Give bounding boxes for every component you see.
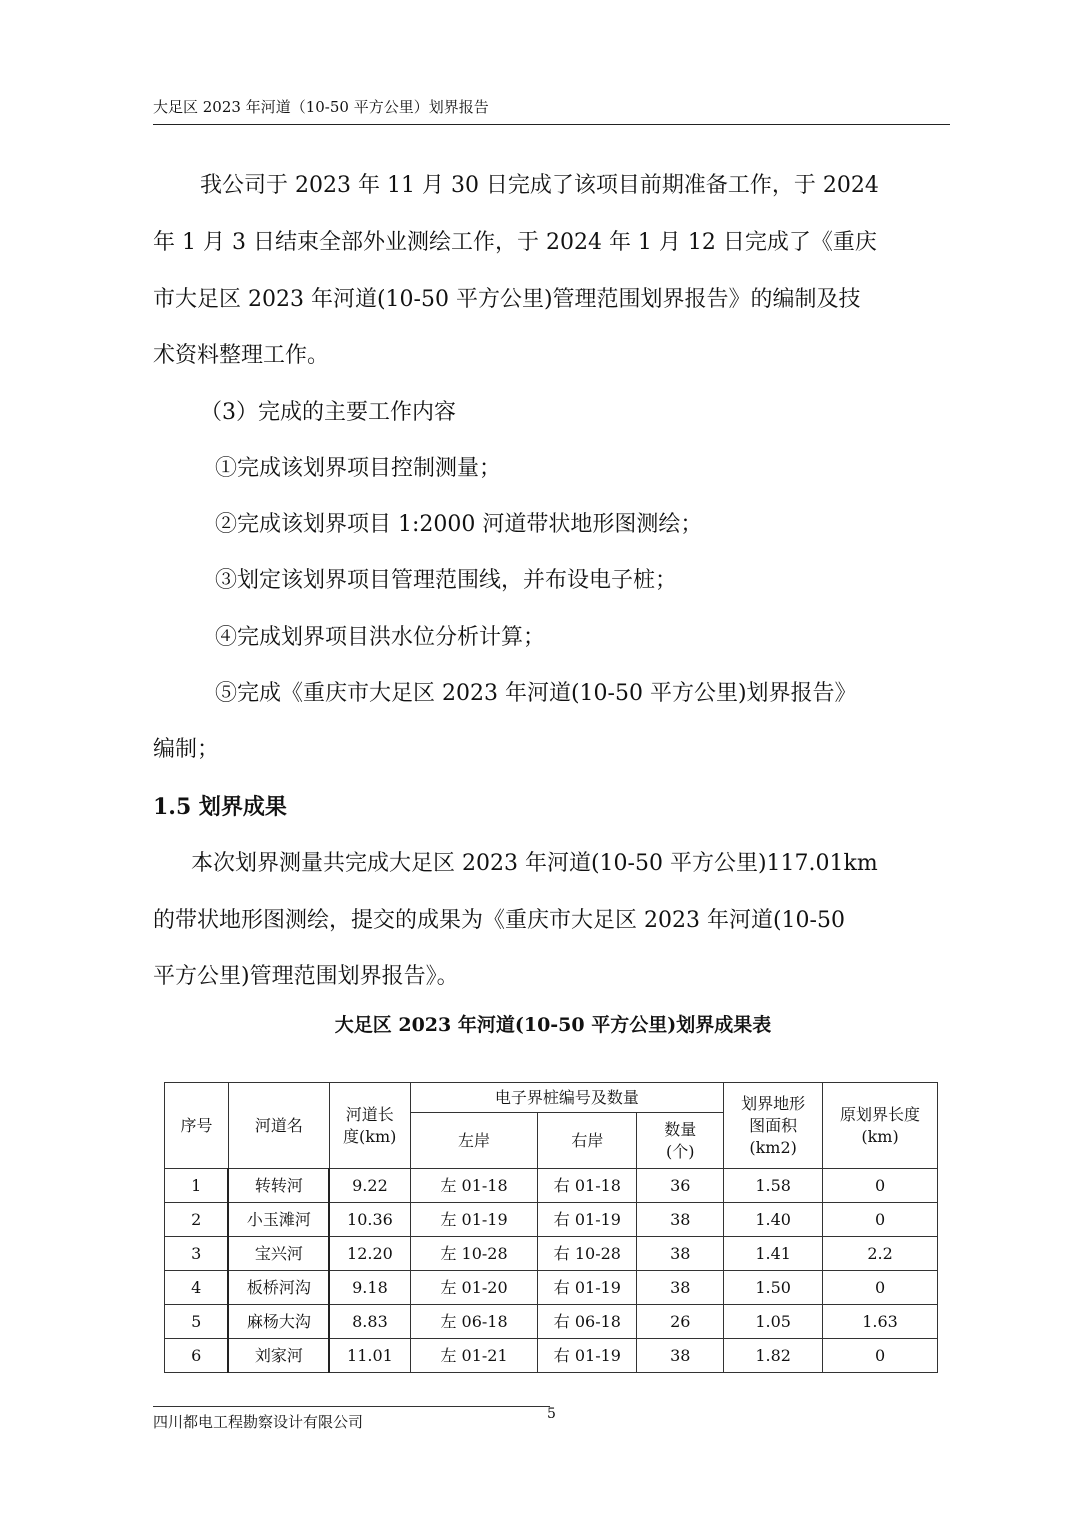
work-item-2: ②完成该划界项目 1:2000 河道带状地形图测绘； (215, 512, 703, 537)
header-length-l2: 度(km) (343, 1126, 397, 1146)
cell-count: 38 (637, 1237, 724, 1271)
intro-line-1: 我公司于 2023 年 11 月 30 日完成了该项目前期准备工作，于 2024 (200, 173, 879, 198)
cell-area: 1.50 (724, 1271, 823, 1305)
cell-area: 1.40 (724, 1203, 823, 1237)
cell-length: 9.18 (329, 1271, 410, 1305)
cell-left: 左 01-19 (410, 1203, 538, 1237)
work-item-5: ⑤完成《重庆市大足区 2023 年河道(10-50 平方公里)划界报告》 (215, 681, 857, 706)
work-item-1: ①完成该划界项目控制测量； (215, 456, 502, 481)
cell-right: 右 01-19 (538, 1203, 637, 1237)
table-title: 大足区 2023 年河道(10-50 平方公里)划界成果表 (334, 1014, 772, 1036)
header-count (637, 1113, 724, 1169)
cell-area: 1.05 (724, 1305, 823, 1339)
footer-company: 四川都电工程勘察设计有限公司 (153, 1413, 364, 1431)
table-row (165, 1271, 938, 1305)
result-table (164, 1082, 938, 1373)
cell-count: 36 (637, 1169, 724, 1203)
table-row (165, 1237, 938, 1271)
cell-orig: 2.2 (823, 1237, 938, 1271)
cell-orig: 1.63 (823, 1305, 938, 1339)
table-row (165, 1305, 938, 1339)
cell-area: 1.58 (724, 1169, 823, 1203)
table-row (165, 1169, 938, 1203)
result-line-1: 本次划界测量共完成大足区 2023 年河道(10-50 平方公里)117.01km (191, 851, 878, 876)
header-orig-l1: 原划界长度 (840, 1104, 921, 1124)
header-area-l3: (km2) (749, 1137, 797, 1157)
header-left-bank: 左岸 (410, 1113, 538, 1169)
cell-river: 麻杨大沟 (228, 1305, 329, 1339)
table-row (165, 1339, 938, 1373)
cell-river: 刘家河 (228, 1339, 329, 1373)
cell-length: 10.36 (329, 1203, 410, 1237)
work-item-4: ④完成划界项目洪水位分析计算； (215, 625, 546, 650)
cell-river: 小玉滩河 (228, 1203, 329, 1237)
cell-length: 12.20 (329, 1237, 410, 1271)
cell-right: 右 01-18 (538, 1169, 637, 1203)
header-orig-length (823, 1083, 938, 1169)
cell-left: 左 06-18 (410, 1305, 538, 1339)
cell-orig: 0 (823, 1169, 938, 1203)
cell-river: 板桥河沟 (228, 1271, 329, 1305)
cell-count: 38 (637, 1339, 724, 1373)
header-seq: 序号 (165, 1083, 229, 1169)
intro-line-4: 术资料整理工作。 (153, 343, 330, 368)
footer-divider (153, 1406, 550, 1407)
cell-length: 11.01 (329, 1339, 410, 1373)
cell-orig: 0 (823, 1271, 938, 1305)
cell-count: 38 (637, 1271, 724, 1305)
intro-line-2: 年 1 月 3 日结束全部外业测绘工作，于 2024 年 1 月 12 日完成了《重庆 (153, 230, 877, 255)
page-header-title: 大足区 2023 年河道（10-50 平方公里）划界报告 (153, 98, 489, 116)
cell-left: 左 10-28 (410, 1237, 538, 1271)
cell-count: 38 (637, 1203, 724, 1237)
cell-seq: 2 (165, 1203, 229, 1237)
work-item-5-cont: 编制； (153, 737, 220, 762)
cell-river: 宝兴河 (228, 1237, 329, 1271)
cell-seq: 3 (165, 1237, 229, 1271)
header-stakes: 电子界桩编号及数量 (410, 1083, 724, 1113)
cell-seq: 1 (165, 1169, 229, 1203)
header-count-l1: 数量 (664, 1119, 697, 1139)
cell-length: 9.22 (329, 1169, 410, 1203)
cell-seq: 6 (165, 1339, 229, 1373)
cell-seq: 5 (165, 1305, 229, 1339)
header-right-bank: 右岸 (538, 1113, 637, 1169)
header-count-l2: (个) (666, 1141, 695, 1161)
cell-orig: 0 (823, 1203, 938, 1237)
cell-count: 26 (637, 1305, 724, 1339)
work-item-3: ③划定该划界项目管理范围线，并布设电子桩； (215, 568, 678, 593)
header-area-l1: 划界地形 (741, 1093, 806, 1113)
header-area-l2: 图面积 (749, 1115, 798, 1135)
section-heading: 1.5 划界成果 (153, 794, 287, 820)
header-orig-l2: (km) (861, 1126, 899, 1146)
section-3-title: （3）完成的主要工作内容 (200, 400, 456, 425)
cell-right: 右 01-19 (538, 1339, 637, 1373)
cell-left: 左 01-21 (410, 1339, 538, 1373)
header-river: 河道名 (228, 1083, 329, 1169)
report-body (153, 0, 953, 1000)
table-row (165, 1203, 938, 1237)
page-number: 5 (547, 1406, 556, 1422)
header-length (329, 1083, 410, 1169)
cell-left: 左 01-18 (410, 1169, 538, 1203)
cell-right: 右 01-19 (538, 1271, 637, 1305)
cell-right: 右 10-28 (538, 1237, 637, 1271)
header-area (724, 1083, 823, 1169)
cell-area: 1.41 (724, 1237, 823, 1271)
result-line-2: 的带状地形图测绘，提交的成果为《重庆市大足区 2023 年河道(10-50 (153, 908, 845, 933)
cell-orig: 0 (823, 1339, 938, 1373)
result-line-3: 平方公里)管理范围划界报告》。 (153, 964, 459, 989)
intro-line-3: 市大足区 2023 年河道(10-50 平方公里)管理范围划界报告》的编制及技 (153, 287, 861, 312)
cell-river: 转转河 (228, 1169, 329, 1203)
cell-area: 1.82 (724, 1339, 823, 1373)
cell-left: 左 01-20 (410, 1271, 538, 1305)
cell-right: 右 06-18 (538, 1305, 637, 1339)
cell-length: 8.83 (329, 1305, 410, 1339)
cell-seq: 4 (165, 1271, 229, 1305)
header-length-l1: 河道长 (345, 1104, 394, 1124)
